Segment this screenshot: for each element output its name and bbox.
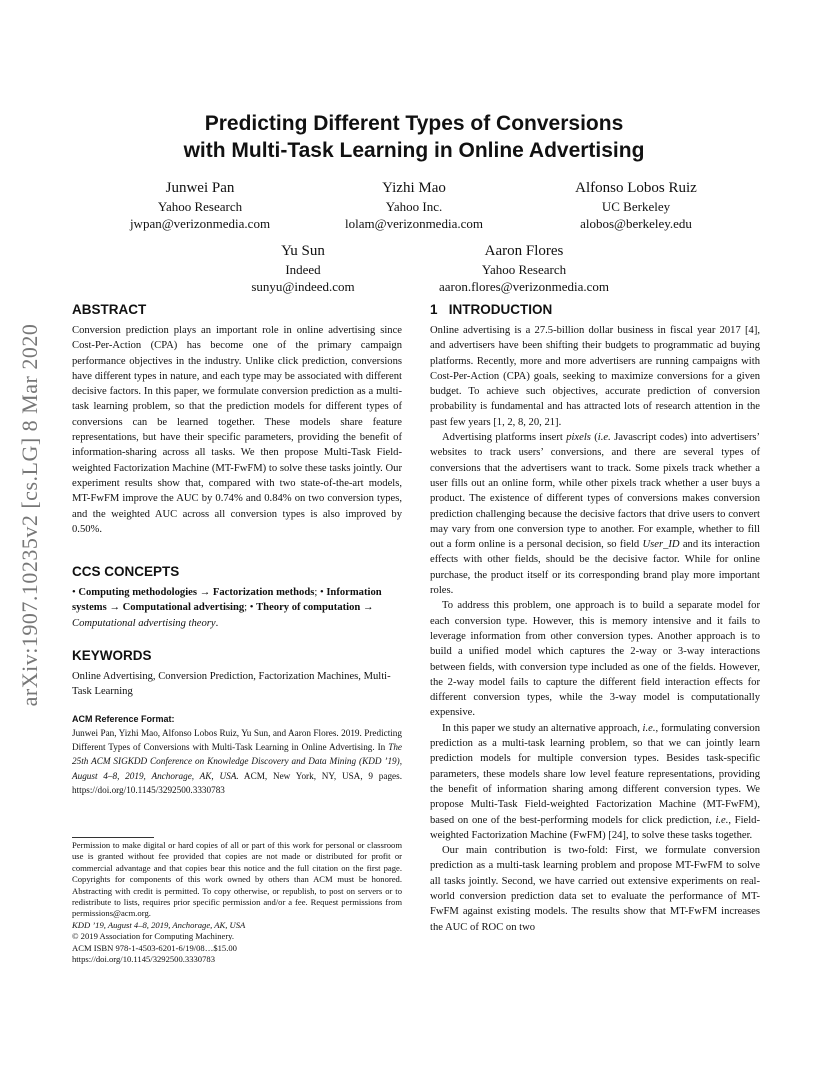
abstract-heading: ABSTRACT <box>72 302 147 317</box>
text-run: , Field-weighted Factorization Machine (FwFM) [24], to solve these tasks together. <box>430 814 760 841</box>
author-affiliation: Indeed <box>285 262 321 277</box>
acm-reference-heading: ACM Reference Format: <box>72 714 175 724</box>
ccs-text <box>72 585 402 631</box>
text-run: Javascript codes) into advertisers’ websites to track users’ conversions, and there are several types of conversions that the advertisers want to track. Some pixels track whether a user fills out an online form, while other pixels track whether a user buys a product. The existence of different types of conversions makes conversion prediction challenging because the decisive factors that drive users to convert may vary from one conversion type to another. For example, whether to fill out a form online is a personal decision, so field <box>430 432 760 551</box>
ccs-end: . <box>215 617 219 629</box>
author-email: lolam@verizonmedia.com <box>345 216 483 231</box>
acm-ref-part: ACM, New York, NY, USA, 9 pages. https://doi.org/10.1145/3292500.3330783 <box>72 770 402 795</box>
doi-line: https://doi.org/10.1145/3292500.3330783 <box>72 954 215 965</box>
text-run-italic: pixels <box>566 432 591 444</box>
permission-notice: Permission to make digital or hard copies of all or part of this work for personal or classroom use is granted without fee provided that copies are not made or distributed for profit or commercial advantage and that copies bear this notice and the full citation on the first page. Copyrights for components of this work owned by others than ACM must be honored. Abstracting with credit is permitted. To copy otherwise, or republish, to post on servers or to redistribute to lists, requires prior specific permission and/or a fee. Request permissions from permissions@acm.org. <box>72 840 402 919</box>
title-line-2: with Multi-Task Learning in Online Advertising <box>183 139 645 162</box>
keywords-section <box>72 647 402 700</box>
author-email: alobos@berkeley.edu <box>580 216 692 231</box>
introduction-section <box>430 301 760 935</box>
text-run: and its interaction effects with other fields, should be the decisive factor. While for online purchase, the product itself or its corresponding brand play more important roles. <box>430 539 760 597</box>
author-affiliation: Yahoo Research <box>157 199 243 214</box>
footnote-rule <box>72 837 154 838</box>
author-name: Yizhi Mao <box>382 180 446 196</box>
acm-ref-part: Junwei Pan, Yizhi Mao, Alfonso Lobos Ruiz, Yu Sun, and Aaron Flores. 2019. Predicting Different Types of Conversions with Multi-Task Learning in Online Advertising. In <box>72 728 402 753</box>
author-affiliation: Yahoo Inc. <box>385 199 443 214</box>
author-name: Junwei Pan <box>165 180 235 196</box>
author-block <box>203 241 403 295</box>
acm-reference-text <box>72 726 402 797</box>
text-run-italic: i.e. <box>715 814 729 826</box>
ccs-arrow: → <box>360 602 374 614</box>
author-name: Alfonso Lobos Ruiz <box>575 180 697 196</box>
ccs-heading: CCS CONCEPTS <box>72 564 180 579</box>
author-email: aaron.flores@verizonmedia.com <box>438 279 610 294</box>
ccs-item-italic: Computational advertising theory <box>72 617 216 629</box>
ccs-section <box>72 563 402 631</box>
text-run: In this paper we study an alternative approach, <box>442 722 643 734</box>
ccs-bullet: • <box>72 587 79 598</box>
intro-paragraph: Our main contribution is two-fold: First, we formulate conversion prediction as a multi-task learning problem and propose MT-FwFM to solve all tasks jointly. Second, we have carried out extensive experiments on real-world conversion prediction data set to evaluate the performance of MT-FwFM against existing models. The results show that MT-FwFM increases the AUC of ROC on two <box>430 845 760 933</box>
text-run: Advertising platforms insert <box>442 432 567 444</box>
intro-paragraph <box>430 430 760 598</box>
keywords-text: Online Advertising, Conversion Prediction, Factorization Machines, Multi-Task Learning <box>72 671 391 698</box>
author-block <box>100 178 300 232</box>
intro-paragraph: To address this problem, one approach is to build a separate model for each conversion type. However, this is memory intensive and it fails to leverage information from other conversion types. Another approach is to build a unified model which captures the 2-way or 3-way interactions between fields, with conversion type included as one of the fields. However, the 2-way model fails to capture the different field interaction effects for different conversion types, while the 3-way model is computationally expensive. <box>430 600 760 719</box>
title-line-1: Predicting Different Types of Conversions <box>204 112 624 135</box>
author-block <box>409 241 639 295</box>
text-run: ( <box>590 432 598 444</box>
author-name: Aaron Flores <box>484 243 564 259</box>
copyright-line: © 2019 Association for Computing Machinery. <box>72 931 235 942</box>
ccs-item: Computing methodologies → Factorization methods <box>78 587 315 598</box>
author-affiliation: UC Berkeley <box>601 199 671 214</box>
text-run-italic: User_ID <box>642 539 680 551</box>
intro-paragraph: Online advertising is a 27.5-billion dollar business in fiscal year 2017 [4], and advertisers have been shifting their budgets to programmatic ad buying platforms. Recently, more and more advertisers are running campaigns with Cost-Per-Action (CPA) goals, seeking to maximize conversions for a given budget. To achieve such objectives, accurate prediction of conversion probability is fundamental and has attracted lots of research attention in the past few years [1, 2, 8, 20, 21]. <box>430 325 760 428</box>
isbn-line: ACM ISBN 978-1-4503-6201-6/19/08…$15.00 <box>72 942 237 953</box>
author-name: Yu Sun <box>281 243 325 259</box>
text-run-italic: i.e. <box>597 432 611 444</box>
text-run: , formulating conversion prediction as a multi-task learning problem, so that we can jointly learn prediction models for multiple conversion types. Besides task-specific parameters, these models share low level feature representations, providing the benefit of information sharing among different conversion types. We propose Multi-Task Field-weighted Factorization Machine (MT-FwFM), based on one of the best-performing models for click prediction, <box>430 722 760 826</box>
author-email: sunyu@indeed.com <box>251 279 355 294</box>
intro-paragraph <box>430 721 760 843</box>
text-run-italic: i.e. <box>642 722 656 734</box>
author-block <box>536 178 736 232</box>
paper-title <box>0 110 828 164</box>
abstract-text: Conversion prediction plays an important role in online advertising since Cost-Per-Action (CPA) has become one of the primary campaign performance objectives in the industry. Unlike click prediction, conversions have different types in nature, and each type may be associated with different decisive factors. In this paper, we formulate conversion prediction as a multi-task learning problem, so that the prediction models for different types of conversions can be learned together. These models share feature representations, but have their specific parameters, providing the benefit of information-sharing across all tasks. We then propose Multi-Task Field-weighted Factorization Machine (MT-FwFM) to solve these tasks jointly. Our experiment results show that, compared with two state-of-the-art models, MT-FwFM improve the AUC by 0.74% and 0.84% on two conversion types, and the weighted AUC across all conversion types is also improved by 0.50%. <box>72 325 402 535</box>
arxiv-stamp: arXiv:1907.10235v2 [cs.LG] 8 Mar 2020 <box>17 323 42 707</box>
acm-ref-venue: The 25th ACM SIGKDD Conference on Knowledge Discovery and Data Mining (KDD ’19), August 4–8, 2019, Anchorage, AK, USA. <box>72 742 402 781</box>
footnote <box>72 840 402 965</box>
introduction-heading: 1 INTRODUCTION <box>430 302 553 317</box>
author-affiliation: Yahoo Research <box>481 262 567 277</box>
abstract-section <box>72 301 402 537</box>
ccs-item: Information systems → Computational advertising <box>72 587 382 614</box>
author-email: jwpan@verizonmedia.com <box>129 216 271 231</box>
acm-reference <box>72 713 402 797</box>
conference-line: KDD ’19, August 4–8, 2019, Anchorage, AK, USA <box>72 919 246 930</box>
ccs-separator: ; • <box>314 587 327 598</box>
ccs-separator: ; • <box>244 602 257 614</box>
keywords-heading: KEYWORDS <box>72 648 152 663</box>
author-block <box>314 178 514 232</box>
ccs-item: Theory of computation <box>256 602 361 614</box>
